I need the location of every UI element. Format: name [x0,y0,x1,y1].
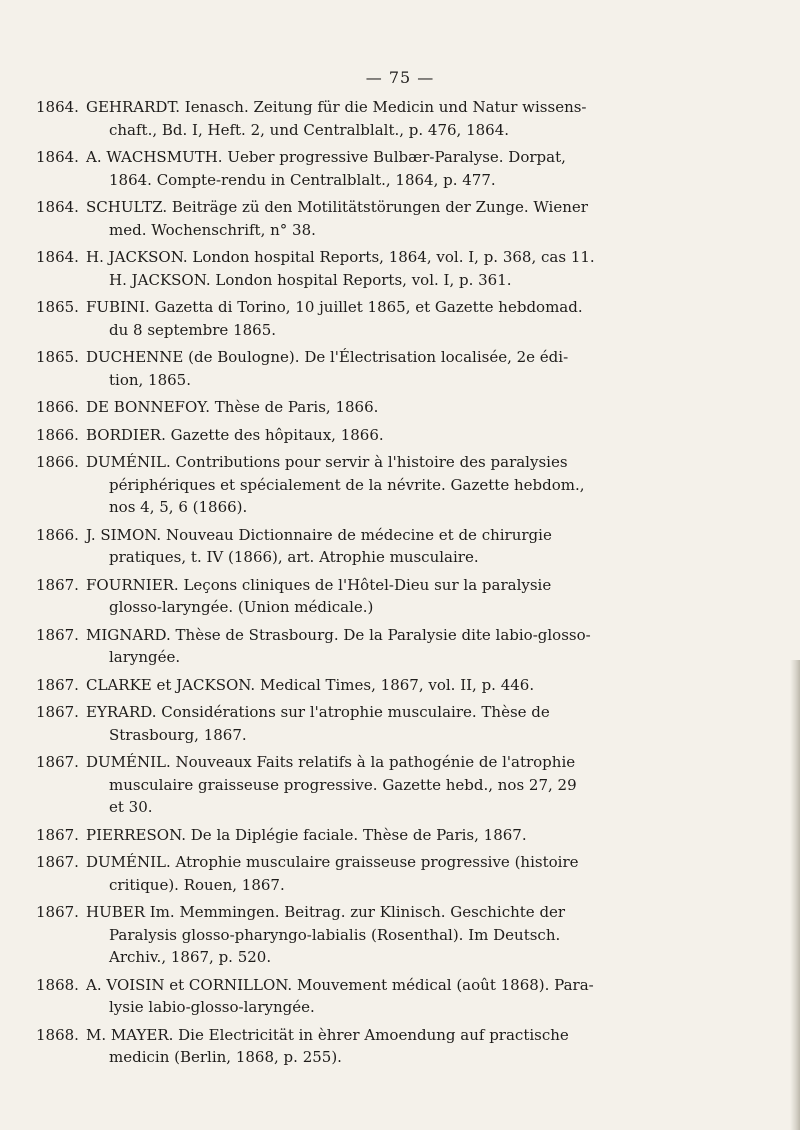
entry-line: critique). Rouen, 1867. [109,875,285,894]
entry-year: 1865. [36,348,79,366]
entry-text [86,901,726,969]
entry-line: GEHRARDT. Ienasch. Zeitung für die Medicin und Natur wissens- [86,98,587,116]
entry-line: EYRARD. Considérations sur l'atrophie musculaire. Thèse de [86,703,550,721]
bibliography-entry [36,824,726,847]
entry-line: A. VOISIN et CORNILLON. Mouvement médical (août 1868). Para- [86,975,594,994]
entry-year: 1866. [36,453,79,471]
entry-year: 1867. [36,675,79,694]
entry-line: 1864. Compte-rendu in Centralblalt., 1864, p. 477. [109,170,496,189]
bibliography-entry [36,674,726,697]
entry-text [86,296,726,341]
entry-year: 1864. [36,198,79,216]
entry-line: DE BONNEFOY. Thèse de Paris, 1866. [86,398,379,416]
entry-line: FUBINI. Gazetta di Torino, 10 juillet 1865, et Gazette hebdomad. [86,298,583,316]
entry-line: medicin (Berlin, 1868, p. 255). [109,1048,342,1066]
entry-year: 1866. [36,525,79,544]
bibliography-list [36,96,726,1074]
entry-line: Archiv., 1867, p. 520. [109,948,272,966]
entry-line: DUMÉNIL. Contributions pour servir à l'histoire des paralysies [86,453,568,471]
entry-line: du 8 septembre 1865. [109,320,277,339]
entry-text [86,1024,726,1069]
entry-line: H. JACKSON. London hospital Reports, vol. I, p. 361. [109,270,512,289]
entry-text [86,196,726,241]
entry-text [86,751,726,819]
page-number: — 75 — [365,68,435,87]
entry-year: 1865. [36,298,79,316]
entry-line: A. WACHSMUTH. Ueber progressive Bulbær-Paralyse. Dorpat, [86,148,566,166]
entry-line: pratiques, t. IV (1866), art. Atrophie musculaire. [109,548,479,566]
entry-text [86,346,726,391]
entry-line: BORDIER. Gazette des hôpitaux, 1866. [86,425,384,444]
entry-text [86,824,726,847]
entry-year: 1867. [36,753,79,771]
entry-line: PIERRESON. De la Diplégie faciale. Thèse de Paris, 1867. [86,825,527,844]
bibliography-entry [36,424,726,447]
entry-text [86,624,726,669]
entry-line: SCHULTZ. Beiträge zü den Motilitätstörungen der Zunge. Wiener [86,198,588,216]
bibliography-entry [36,246,726,291]
entry-text [86,246,726,291]
entry-text [86,574,726,619]
entry-line: DUMÉNIL. Nouveaux Faits relatifs à la pathogénie de l'atrophie [86,753,576,771]
entry-year: 1866. [36,398,79,416]
entry-line: glosso-laryngée. (Union médicale.) [109,598,374,616]
entry-year: 1864. [36,248,79,266]
entry-year: 1867. [36,903,79,921]
entry-line: nos 4, 5, 6 (1866). [109,498,248,516]
entry-line: CLARKE et JACKSON. Medical Times, 1867, vol. II, p. 446. [86,675,535,694]
page-edge [790,660,800,1130]
entry-year: 1867. [36,625,79,644]
bibliography-entry [36,701,726,746]
entry-text [86,451,726,519]
entry-year: 1864. [36,148,79,166]
entry-line: laryngée. [109,648,181,666]
bibliography-entry [36,396,726,419]
entry-line: DUCHENNE (de Boulogne). De l'Électrisation localisée, 2e édi- [86,348,569,366]
bibliography-entry [36,196,726,241]
entry-text [86,396,726,419]
entry-text [86,524,726,569]
bibliography-entry [36,974,726,1019]
bibliography-entry [36,346,726,391]
bibliography-entry [36,146,726,191]
entry-line: lysie labio-glosso-laryngée. [109,998,315,1016]
entry-line: Paralysis glosso-pharyngo-labialis (Rosenthal). Im Deutsch. [109,925,561,944]
entry-text [86,424,726,447]
bibliography-entry [36,451,726,519]
entry-text [86,674,726,697]
entry-line: med. Wochenschrift, n° 38. [109,220,316,239]
entry-line: et 30. [109,798,153,816]
entry-text [86,701,726,746]
entry-line: FOURNIER. Leçons cliniques de l'Hôtel-Dieu sur la paralysie [86,575,552,594]
entry-line: HUBER Im. Memmingen. Beitrag. zur Klinisch. Geschichte der [86,903,566,921]
entry-line: M. MAYER. Die Electricität in èhrer Amoendung auf practische [86,1025,569,1044]
entry-year: 1867. [36,853,79,871]
entry-text [86,146,726,191]
entry-text [86,974,726,1019]
entry-year: 1866. [36,425,79,444]
entry-line: J. SIMON. Nouveau Dictionnaire de médecine et de chirurgie [86,525,552,544]
bibliography-entry [36,901,726,969]
bibliography-entry [36,751,726,819]
bibliography-entry [36,96,726,141]
entry-line: Strasbourg, 1867. [109,725,247,744]
entry-year: 1867. [36,825,79,844]
bibliography-entry [36,851,726,896]
entry-line: H. JACKSON. London hospital Reports, 1864, vol. I, p. 368, cas 11. [86,248,595,266]
entry-line: DUMÉNIL. Atrophie musculaire graisseuse progressive (histoire [86,853,579,871]
entry-line: MIGNARD. Thèse de Strasbourg. De la Paralysie dite labio-glosso- [86,625,591,644]
bibliography-entry [36,296,726,341]
entry-line: chaft., Bd. I, Heft. 2, und Centralblalt., p. 476, 1864. [109,120,510,139]
entry-year: 1867. [36,703,79,721]
entry-text [86,851,726,896]
entry-year: 1864. [36,98,79,116]
entry-year: 1868. [36,975,79,994]
bibliography-entry [36,574,726,619]
entry-year: 1867. [36,575,79,594]
entry-year: 1868. [36,1025,79,1044]
bibliography-entry [36,1024,726,1069]
bibliography-entry [36,624,726,669]
entry-line: tion, 1865. [109,370,191,389]
bibliography-entry [36,524,726,569]
entry-line: périphériques et spécialement de la névrite. Gazette hebdom., [109,475,585,494]
entry-line: musculaire graisseuse progressive. Gazette hebd., nos 27, 29 [109,775,577,794]
entry-text [86,96,726,141]
